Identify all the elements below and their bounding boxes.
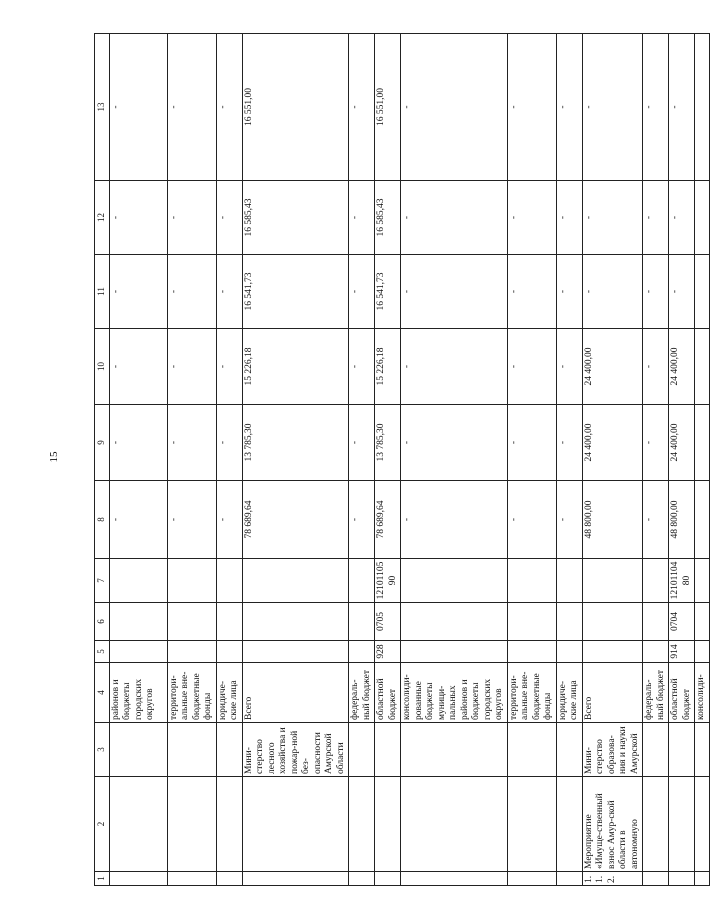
- col-header: 11: [95, 255, 110, 329]
- table-cell-col8: -: [507, 481, 556, 559]
- table-cell-col11: -: [507, 255, 556, 329]
- table-cell-col13: -: [401, 34, 508, 181]
- table-cell-col2: [242, 777, 349, 872]
- table-cell-col9: -: [167, 405, 216, 481]
- table-cell-col11: -: [582, 255, 643, 329]
- table-cell-col11: -: [643, 255, 669, 329]
- col-header: 3: [95, 723, 110, 777]
- table-cell-col6: [695, 603, 710, 641]
- table-cell-col13: 16 551,00: [375, 34, 401, 181]
- table-cell-col11: -: [109, 255, 167, 329]
- col-header: 10: [95, 329, 110, 405]
- table-cell-col8: -: [643, 481, 669, 559]
- table-cell-col3: [216, 723, 242, 777]
- table-cell-col9: [695, 405, 710, 481]
- table-body: [95, 34, 710, 886]
- table-cell-col5: [556, 641, 582, 663]
- table-cell-col6: [242, 603, 349, 641]
- table-cell-col2: Мероприятие «Имуще-ственный взнос Амур-ской области в автономную: [582, 777, 643, 872]
- table-cell-col9: 13 785,30: [242, 405, 349, 481]
- table-cell-col1: 1.1.2.: [582, 872, 643, 886]
- table-cell-col1: [695, 872, 710, 886]
- table-cell-col10: [695, 329, 710, 405]
- table-cell-col6: [349, 603, 375, 641]
- table-cell-col1: [242, 872, 349, 886]
- table-cell-col10: 15 226,18: [242, 329, 349, 405]
- table-cell-col5: [216, 641, 242, 663]
- table-cell-col7: [216, 559, 242, 603]
- table-cell-col6: [216, 603, 242, 641]
- table-cell-col13: -: [167, 34, 216, 181]
- table-cell-col5: 928: [375, 641, 401, 663]
- table-cell-col13: -: [507, 34, 556, 181]
- table-cell-col8: 78 689,64: [375, 481, 401, 559]
- table-cell-col7: [242, 559, 349, 603]
- table-cell-col2: [375, 777, 401, 872]
- table-cell-col12: -: [582, 181, 643, 255]
- table-cell-col8: 48 800,00: [669, 481, 695, 559]
- table-cell-col7: [507, 559, 556, 603]
- table-cell-col9: 24 400,00: [669, 405, 695, 481]
- table-cell-col10: 24 400,00: [669, 329, 695, 405]
- table-cell-col1: [556, 872, 582, 886]
- table-row: [242, 34, 349, 886]
- table-cell-col1: [643, 872, 669, 886]
- table-cell-col4: юридиче-ские лица: [216, 663, 242, 723]
- table-cell-col8: [695, 481, 710, 559]
- table-cell-col4: районов и бюджеты городских округов: [109, 663, 167, 723]
- table-cell-col12: -: [401, 181, 508, 255]
- table-row: [695, 34, 710, 886]
- table-cell-col1: [669, 872, 695, 886]
- table-cell-col1: [507, 872, 556, 886]
- table-cell-col2: [216, 777, 242, 872]
- table-cell-col3: Мини-стерство образова-ния и науки Амурской: [582, 723, 643, 777]
- col-header: 7: [95, 559, 110, 603]
- table-row: [556, 34, 582, 886]
- table-cell-col11: -: [401, 255, 508, 329]
- table-cell-col13: -: [349, 34, 375, 181]
- table-cell-col12: -: [556, 181, 582, 255]
- table-cell-col11: -: [669, 255, 695, 329]
- table-cell-col7: 1210110480: [669, 559, 695, 603]
- col-header: 8: [95, 481, 110, 559]
- table-cell-col2: [167, 777, 216, 872]
- table-cell-col4: федераль-ный бюджет: [643, 663, 669, 723]
- col-header: 4: [95, 663, 110, 723]
- table-cell-col6: [401, 603, 508, 641]
- table-cell-col6: 0705: [375, 603, 401, 641]
- budget-table: [94, 33, 710, 886]
- table-row: [167, 34, 216, 886]
- table-cell-col4: консолиди-: [695, 663, 710, 723]
- table-cell-col7: [695, 559, 710, 603]
- table-cell-col10: 24 400,00: [582, 329, 643, 405]
- table-cell-col2: [109, 777, 167, 872]
- table-cell-col12: 16 585,43: [375, 181, 401, 255]
- table-cell-col8: -: [401, 481, 508, 559]
- table-row: [669, 34, 695, 886]
- col-header: 13: [95, 34, 110, 181]
- table-cell-col4: консолиди-рованные бюджеты муници-пальных районов и бюджеты городских округов: [401, 663, 508, 723]
- table-cell-col2: [695, 777, 710, 872]
- table-cell-col9: -: [507, 405, 556, 481]
- table-cell-col6: [167, 603, 216, 641]
- col-header: 9: [95, 405, 110, 481]
- table-cell-col12: -: [669, 181, 695, 255]
- table-cell-col2: [669, 777, 695, 872]
- table-cell-col11: -: [167, 255, 216, 329]
- table-cell-col10: -: [556, 329, 582, 405]
- table-cell-col11: 16 541,73: [375, 255, 401, 329]
- table-cell-col2: [507, 777, 556, 872]
- table-cell-col5: 914: [669, 641, 695, 663]
- table-cell-col8: -: [167, 481, 216, 559]
- col-header: 5: [95, 641, 110, 663]
- table-row: [109, 34, 167, 886]
- table-cell-col10: -: [643, 329, 669, 405]
- table-cell-col3: [643, 723, 669, 777]
- table-cell-col7: [556, 559, 582, 603]
- table-cell-col6: [556, 603, 582, 641]
- table-cell-col3: [401, 723, 508, 777]
- table-row: [643, 34, 669, 886]
- table-cell-col9: -: [643, 405, 669, 481]
- table-cell-col3: [669, 723, 695, 777]
- table-cell-col7: [109, 559, 167, 603]
- table-cell-col8: -: [556, 481, 582, 559]
- table-cell-col11: [695, 255, 710, 329]
- table-cell-col10: -: [349, 329, 375, 405]
- table-cell-col8: -: [109, 481, 167, 559]
- table-cell-col13: -: [109, 34, 167, 181]
- table-cell-col5: [643, 641, 669, 663]
- table-cell-col10: -: [167, 329, 216, 405]
- table-cell-col12: -: [216, 181, 242, 255]
- table-cell-col6: [582, 603, 643, 641]
- column-header-row: [95, 34, 110, 886]
- table-cell-col2: [556, 777, 582, 872]
- table-cell-col12: -: [109, 181, 167, 255]
- table-cell-col7: [643, 559, 669, 603]
- budget-table-frame: [94, 34, 706, 886]
- col-header: 6: [95, 603, 110, 641]
- table-cell-col3: Мини-стерство лесного хозяйства и пожар-ной без-опасности Амурской области: [242, 723, 349, 777]
- table-cell-col13: -: [643, 34, 669, 181]
- table-cell-col12: [695, 181, 710, 255]
- table-cell-col3: [695, 723, 710, 777]
- table-row: [216, 34, 242, 886]
- table-cell-col4: юридиче-ские лица: [556, 663, 582, 723]
- table-cell-col3: [167, 723, 216, 777]
- table-cell-col5: [507, 641, 556, 663]
- table-cell-col7: 1210110590: [375, 559, 401, 603]
- table-cell-col7: [167, 559, 216, 603]
- table-cell-col12: -: [507, 181, 556, 255]
- table-cell-col1: [401, 872, 508, 886]
- table-cell-col13: -: [582, 34, 643, 181]
- table-cell-col8: 78 689,64: [242, 481, 349, 559]
- table-cell-col11: -: [556, 255, 582, 329]
- table-cell-col4: территори-альные вне-бюджетные фонды: [507, 663, 556, 723]
- table-cell-col6: [507, 603, 556, 641]
- table-cell-col13: -: [556, 34, 582, 181]
- table-cell-col2: [401, 777, 508, 872]
- table-cell-col4: территори-альные вне-бюджетные фонды: [167, 663, 216, 723]
- table-cell-col13: -: [216, 34, 242, 181]
- table-cell-col4: областной бюджет: [375, 663, 401, 723]
- table-cell-col7: [401, 559, 508, 603]
- table-cell-col12: -: [167, 181, 216, 255]
- table-cell-col7: [582, 559, 643, 603]
- table-cell-col2: [349, 777, 375, 872]
- table-cell-col1: [109, 872, 167, 886]
- table-cell-col10: 15 226,18: [375, 329, 401, 405]
- table-cell-col5: [167, 641, 216, 663]
- table-cell-col1: [349, 872, 375, 886]
- table-cell-col12: 16 585,43: [242, 181, 349, 255]
- table-cell-col4: областной бюджет: [669, 663, 695, 723]
- table-cell-col11: -: [216, 255, 242, 329]
- table-cell-col12: -: [643, 181, 669, 255]
- table-cell-col5: [242, 641, 349, 663]
- table-cell-col5: [349, 641, 375, 663]
- table-cell-col13: 16 551,00: [242, 34, 349, 181]
- table-cell-col9: -: [349, 405, 375, 481]
- table-cell-col8: -: [216, 481, 242, 559]
- table-row: [582, 34, 643, 886]
- table-cell-col6: [109, 603, 167, 641]
- table-cell-col9: 13 785,30: [375, 405, 401, 481]
- table-cell-col1: [216, 872, 242, 886]
- table-cell-col3: [349, 723, 375, 777]
- table-cell-col9: -: [109, 405, 167, 481]
- table-cell-col6: 0704: [669, 603, 695, 641]
- table-row: [375, 34, 401, 886]
- page-number: 15: [48, 451, 60, 463]
- table-cell-col9: -: [216, 405, 242, 481]
- table-cell-col2: [643, 777, 669, 872]
- table-cell-col9: 24 400,00: [582, 405, 643, 481]
- table-cell-col3: [556, 723, 582, 777]
- table-cell-col4: Всего: [242, 663, 349, 723]
- table-cell-col6: [643, 603, 669, 641]
- table-cell-col10: -: [507, 329, 556, 405]
- table-cell-col12: -: [349, 181, 375, 255]
- table-row: [401, 34, 508, 886]
- table-cell-col10: -: [401, 329, 508, 405]
- table-row: [349, 34, 375, 886]
- table-cell-col10: -: [109, 329, 167, 405]
- col-header: 1: [95, 872, 110, 886]
- table-cell-col9: -: [556, 405, 582, 481]
- table-cell-col1: [167, 872, 216, 886]
- table-cell-col5: [582, 641, 643, 663]
- col-header: 12: [95, 181, 110, 255]
- table-cell-col7: [349, 559, 375, 603]
- table-cell-col5: [401, 641, 508, 663]
- table-cell-col13: -: [669, 34, 695, 181]
- table-cell-col13: [695, 34, 710, 181]
- table-cell-col10: -: [216, 329, 242, 405]
- table-cell-col11: 16 541,73: [242, 255, 349, 329]
- table-cell-col3: [507, 723, 556, 777]
- table-cell-col11: -: [349, 255, 375, 329]
- table-cell-col4: федераль-ный бюджет: [349, 663, 375, 723]
- table-cell-col8: -: [349, 481, 375, 559]
- table-cell-col1: [375, 872, 401, 886]
- table-cell-col5: [695, 641, 710, 663]
- table-cell-col3: [375, 723, 401, 777]
- table-row: [507, 34, 556, 886]
- table-cell-col9: -: [401, 405, 508, 481]
- table-cell-col3: [109, 723, 167, 777]
- table-cell-col8: 48 800,00: [582, 481, 643, 559]
- table-cell-col5: [109, 641, 167, 663]
- table-cell-col4: Всего: [582, 663, 643, 723]
- col-header: 2: [95, 777, 110, 872]
